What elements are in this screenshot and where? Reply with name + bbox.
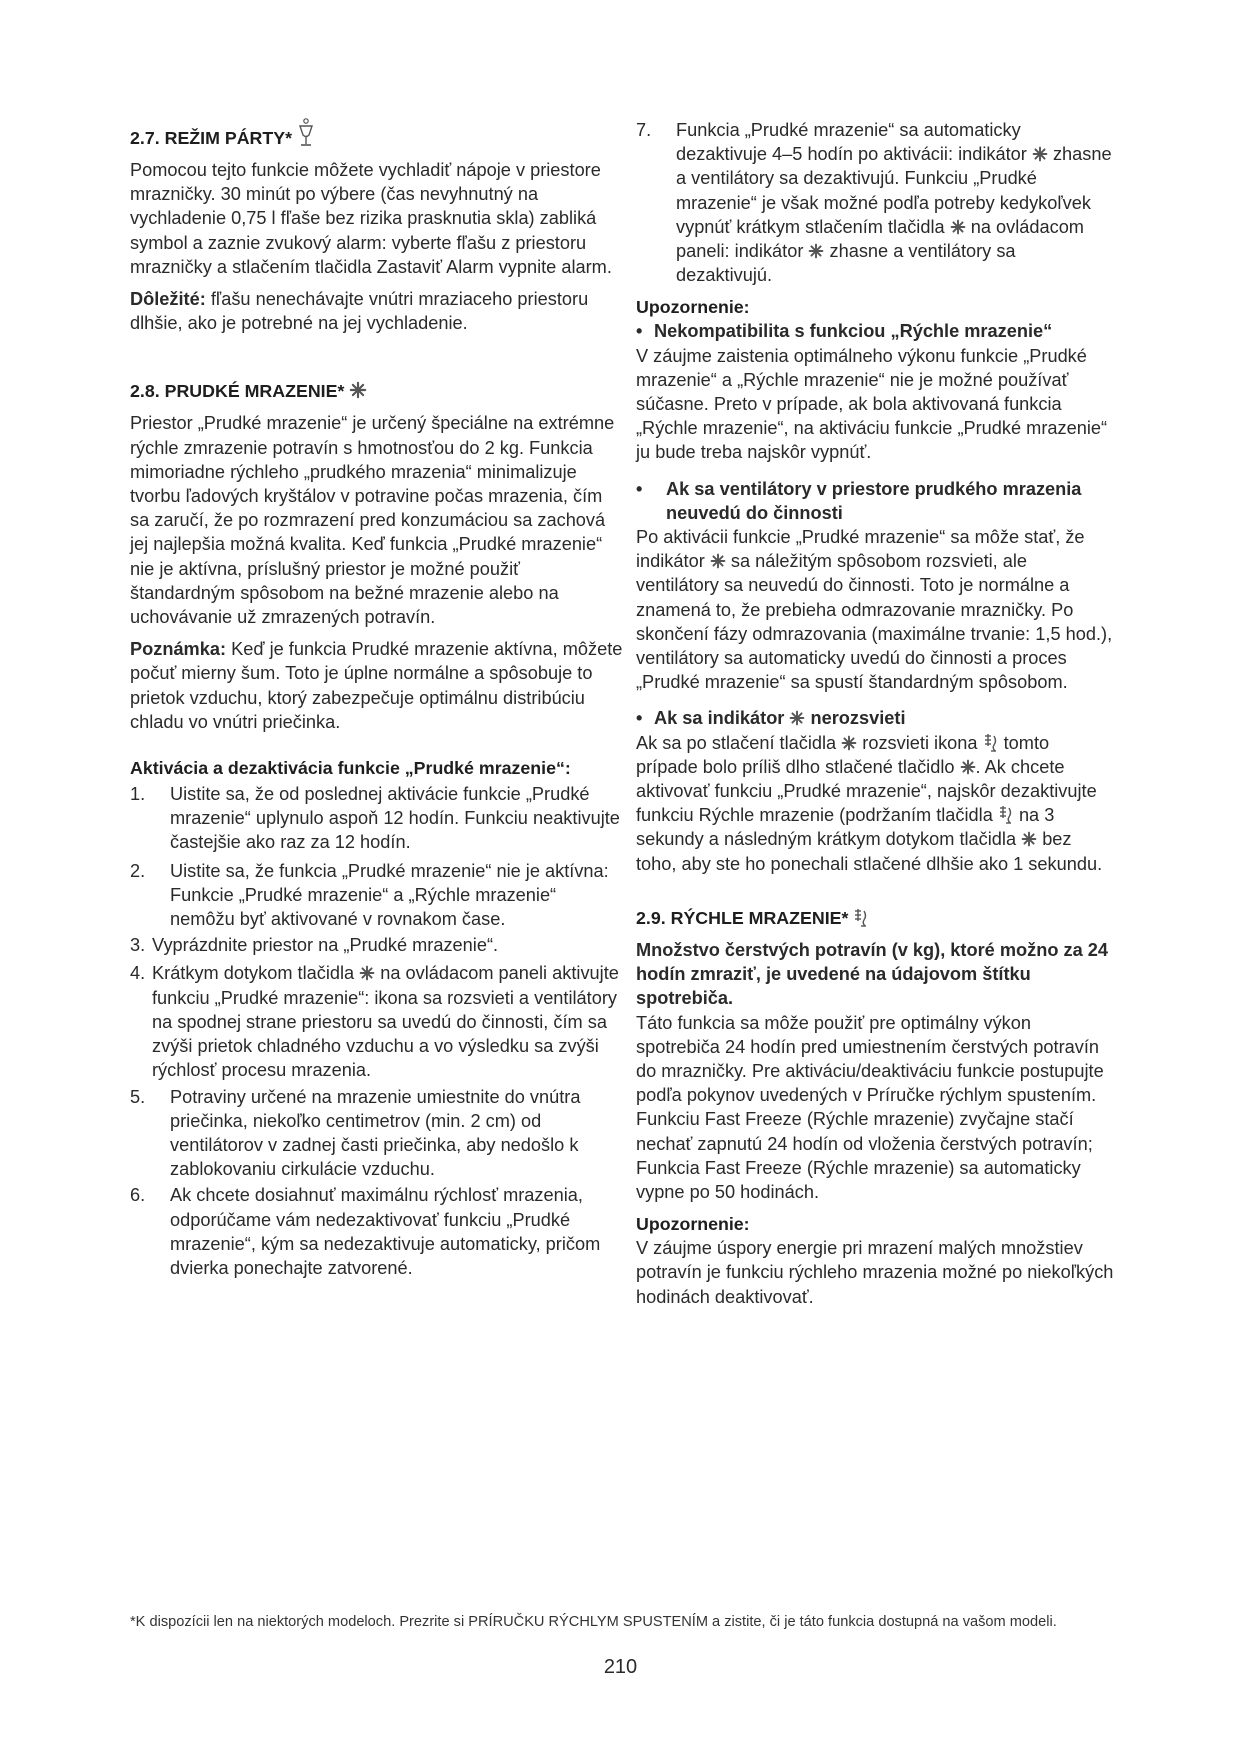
warning-bullet-fans: • Ak sa ventilátory v priestore prudkého mrazenia neuvedú do činnosti [636, 478, 1082, 523]
activation-heading: Aktivácia a dezaktivácia funkcie „Prudké mrazenie“: [130, 758, 571, 779]
page-number: 210 [603, 1656, 638, 1678]
section-2-8-paragraph: Priestor „Prudké mrazenie“ je určený špeciálne na extrémne rýchle zmrazenie potravín s hmotnosťou do 2 kg. Funkcia mimoriadne rýchleho „prudkého mrazenia“ minimalizuje tvorbu ľadových kryštálov v potravine počas mrazenia, čím sa zaručí, že po rozmrazení pred konzumáciou sa zachová jej najlepšia možná kvalita. Keď funkcia „Prudké mrazenie“ nie je aktívna, príslušný priestor je možné použiť štandardným spôsobom na bežné mrazenie alebo na uchovávanie už zmrazených potravín. [130, 413, 615, 628]
warning-heading: Upozornenie: [636, 297, 750, 318]
indicator-text: Ak sa po stlačení tlačidla rozsvieti ikona tomto prípade bolo príliš dlho stlačené tlačidlo . Ak chcete aktivovať funkciu „Prudké mrazenie“, najskôr dezaktivujte funkciu Rýchle mrazenie (podržaním tlačidla na 3 sekundy a následným krátkym dotykom tlačidla bez toho, aby ste ho ponechali stlačené dlhšie ako 1 sekundu. [636, 732, 1103, 874]
note-label: Poznámka: [130, 639, 227, 660]
left-column [130, 118, 625, 1280]
snowflake-icon [960, 759, 976, 775]
section-2-9-warning-text: V záujme úspory energie pri mrazení malých množstiev potravín je funkciu rýchleho mrazenia možné po niekoľkých hodinách deaktivovať. [636, 1238, 1114, 1307]
list-item: 4. Krátkym dotykom tlačidla na ovládacom paneli aktivujte funkciu „Prudké mrazenie“: ikona sa rozsvieti a ventilátory na spodnej strane priestoru sa uvedú do činnosti, čím sa zvýši prietok chladného vzduchu a vo výsledku sa zvýši rýchlosť procesu mrazenia. [130, 963, 619, 1081]
snowflake-icon [1032, 146, 1048, 162]
snowflake-icon [808, 243, 824, 259]
warning-bullet-incompatibility: • Nekompatibilita s funkciou „Rýchle mrazenie“ [636, 321, 1053, 342]
party-glass-icon [297, 118, 315, 148]
fast-freeze-icon [998, 805, 1014, 825]
list-item: 1. Uistite sa, že od poslednej aktivácie funkcie „Prudké mrazenie“ uplynulo aspoň 12 hodín. Funkciu neaktivujte častejšie ako raz za 12 hodín. [130, 784, 620, 853]
list-item: 5. Potraviny určené na mrazenie umiestnite do vnútra priečinka, niekoľko centimetrov (min. 2 cm) od ventilátorov v zadnej časti priečinka, aby nedošlo k zablokovaniu cirkulácie vzduchu. [130, 1086, 581, 1180]
important-note [130, 287, 625, 335]
section-2-7-paragraph: Pomocou tejto funkcie môžete vychladiť nápoje v priestore mrazničky. 30 minút po výbere (čas nevyhnutný na vychladenie 0,75 l fľaše bez rizika prasknutia skla) zabliká symbol a zaznie zvukový alarm: vyberte fľašu z priestoru mrazničky a stlačením tlačidla Zastaviť Alarm vypnite alarm. [130, 160, 612, 277]
section-2-9-lead: Množstvo čerstvých potravín (v kg), ktoré možno za 24 hodín zmraziť, je uvedené na údajovom štítku spotrebiča. [636, 939, 1108, 1009]
fast-freeze-icon [853, 908, 869, 928]
section-2-9-warning-heading: Upozornenie: [636, 1214, 750, 1235]
section-2-8-heading: 2.8. PRUDKÉ MRAZENIE* [130, 379, 625, 403]
warning-bullet-indicator: • Ak sa indikátor nerozsvieti [636, 708, 906, 729]
important-label: Dôležité: [130, 289, 206, 310]
section-2-9-heading: 2.9. RÝCHLE MRAZENIE* [636, 906, 1114, 930]
important-text: fľašu nenechávajte vnútri mraziaceho priestoru dlhšie, ako je potrebné na jej vychladenie. [130, 289, 589, 334]
snowflake-icon [349, 381, 367, 399]
snowflake-icon [1021, 831, 1037, 847]
note-paragraph [130, 637, 625, 734]
list-item: 6. Ak chcete dosiahnuť maximálnu rýchlosť mrazenia, odporúčame vám nedezaktivovať funkciu „Prudké mrazenie“, kým sa nedezaktivuje automaticky, pričom dvierka ponechajte zatvorené. [130, 1185, 601, 1278]
snowflake-icon [950, 219, 966, 235]
note-text: Keď je funkcia Prudké mrazenie aktívna, môžete počuť mierny šum. Toto je úplne normálne a spôsobuje to prietok vzduchu, ktorý zabezpečuje optimálnu distribúciu chladu vo vnútri priečinka. [130, 639, 623, 732]
list-item: 3. Vyprázdnite priestor na „Prudké mrazenie“. [130, 935, 499, 956]
right-column [636, 118, 1114, 1309]
fast-freeze-icon [983, 733, 999, 753]
snowflake-icon [841, 735, 857, 751]
snowflake-icon [789, 710, 805, 726]
list-item: 7. Funkcia „Prudké mrazenie“ sa automaticky dezaktivuje 4–5 hodín po aktivácii: indikátor zhasne a ventilátory sa dezaktivujú. Funkciu „Prudké mrazenie“ je však možné podľa potreby kedykoľvek vypnúť krátkym stlačením tlačidla na ovládacom paneli: indikátor zhasne a ventilátory sa dezaktivujú. [636, 120, 1112, 286]
incompatibility-text: V záujme zaistenia optimálneho výkonu funkcie „Prudké mrazenie“ a „Rýchle mrazenie“ nie je možné používať súčasne. Preto v prípade, ak bola aktivovaná funkcia „Rýchle mrazenie“, na aktiváciu funkcie „Prudké mrazenie“ ju bude treba najskôr vypnúť. [636, 345, 1108, 463]
snowflake-icon [710, 553, 726, 569]
section-2-7-heading: 2.7. REŽIM PÁRTY* [130, 118, 625, 150]
footnote: *K dispozícii len na niektorých modeloch. Prezrite si PRÍRUČKU RÝCHLYM SPUSTENÍM a zistite, či je táto funkcia dostupná na vašom modeli. [130, 1614, 1057, 1630]
fans-text: Po aktivácii funkcie „Prudké mrazenie“ sa môže stať, že indikátor sa náležitým spôsobom rozsvieti, ale ventilátory sa neuvedú do činnosti. Toto je normálne a znamená to, že prebieha odmrazovanie mrazničky. Po skončení fázy odmrazovania (maximálne trvanie: 1,5 hod.), ventilátory sa automaticky uvedú do činnosti a proces „Prudké mrazenie“ sa spustí štandardným spôsobom. [636, 527, 1113, 693]
list-item: 2. Uistite sa, že funkcia „Prudké mrazenie“ nie je aktívna: Funkcie „Prudké mrazenie“ a „Rýchle mrazenie“ nemôžu byť aktivované v rovnakom čase. [130, 860, 609, 930]
snowflake-icon [359, 965, 375, 981]
section-2-9-paragraph: Táto funkcia sa môže použiť pre optimálny výkon spotrebiča 24 hodín pred umiestnením čerstvých potravín do mrazničky. Pre aktiváciu/deaktiváciu funkcie postupujte podľa pokynov uvedených v Príručke rýchlym spustením. Funkciu Fast Freeze (Rýchle mrazenie) zvyčajne stačí nechať zapnutú 24 hodín od vloženia čerstvých potravín; Funkcia Fast Freeze (Rýchle mrazenie) sa automaticky vypne po 50 hodinách. [636, 1012, 1104, 1202]
